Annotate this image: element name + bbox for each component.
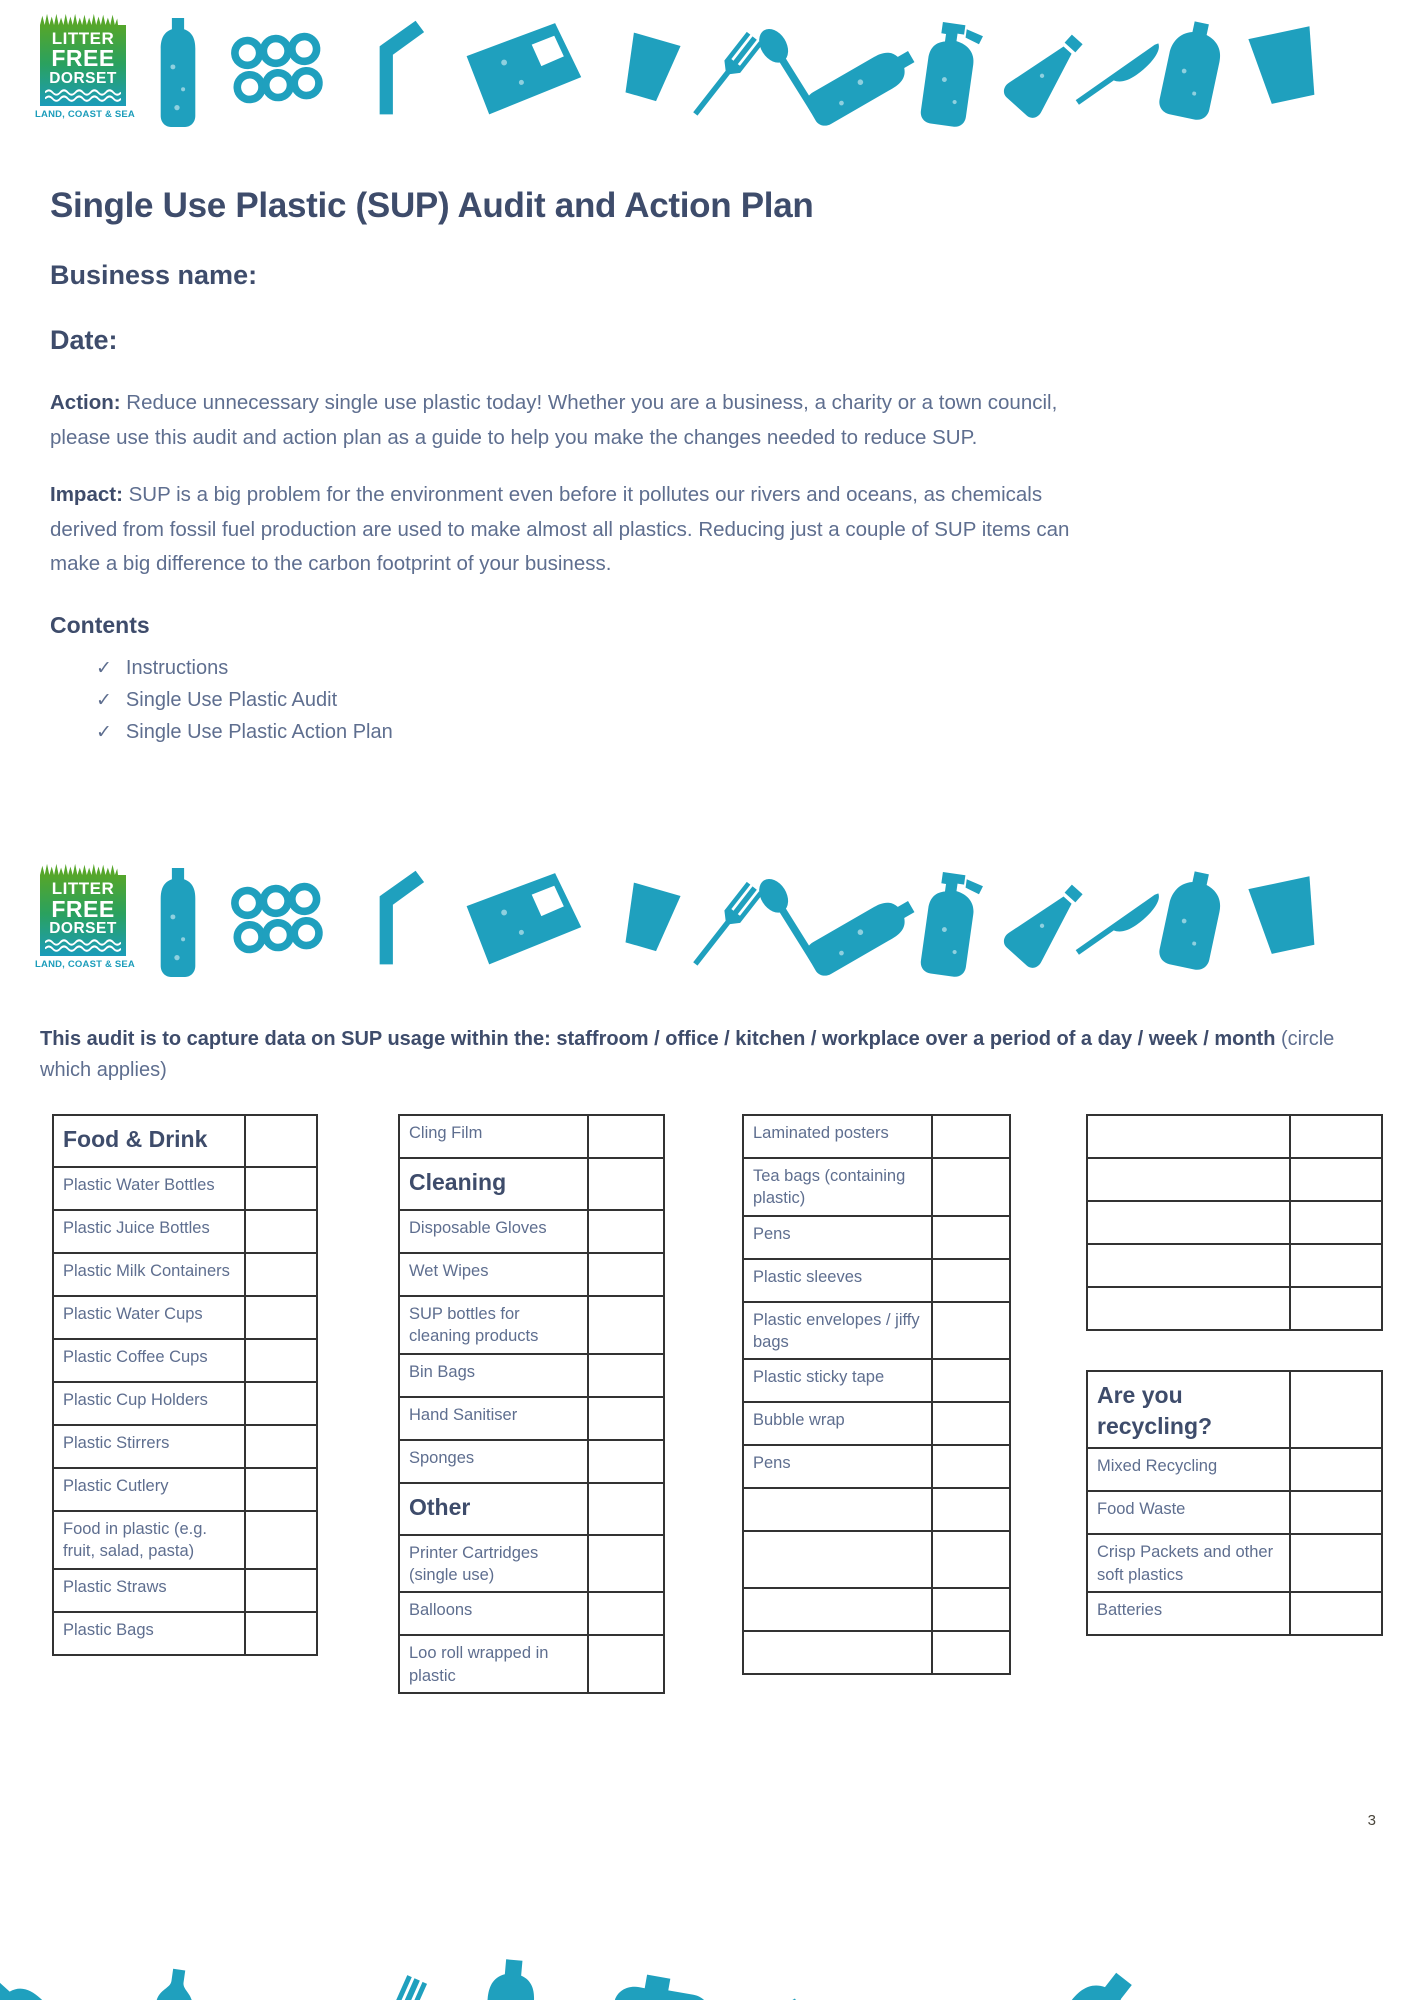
count-cell[interactable] (933, 1303, 1009, 1359)
item-label-cell: Tea bags (containing plastic) (744, 1159, 933, 1215)
plastic-cup-icon (621, 32, 677, 104)
bent-straw-icon (353, 866, 429, 970)
count-cell[interactable] (246, 1297, 316, 1338)
top-banner (0, 0, 1414, 144)
count-cell[interactable] (1291, 1116, 1381, 1157)
count-cell[interactable] (246, 1512, 316, 1568)
contents-item (96, 657, 1414, 680)
blank-label-cell[interactable] (1088, 1116, 1291, 1157)
table-row (742, 1159, 1011, 1217)
waves-icon (45, 89, 121, 103)
table-row (742, 1303, 1011, 1361)
count-cell[interactable] (1291, 1593, 1381, 1634)
detergent-bottle-icon (1163, 18, 1221, 120)
waves-icon (45, 939, 121, 953)
contents-item (96, 721, 1414, 744)
table-row (1086, 1159, 1383, 1202)
item-label-cell: Bubble wrap (744, 1403, 933, 1444)
table-row (52, 1469, 318, 1512)
item-label-cell: Plastic sleeves (744, 1260, 933, 1301)
middle-banner (0, 862, 1414, 994)
plastic-cup-icon (621, 882, 677, 954)
count-cell[interactable] (933, 1217, 1009, 1258)
middle-banner-icons (155, 862, 1321, 994)
table-row (52, 1168, 318, 1211)
action-text: Reduce unnecessary single use plastic today! Whether you are a business, a charity or a town council, please use this audit and action plan as a guide to help you make the changes needed to reduce SUP. (50, 391, 1058, 449)
table-row (398, 1355, 665, 1398)
table-row (1086, 1593, 1383, 1636)
plastic-bottle-icon (155, 16, 201, 128)
squeeze-tube-icon (778, 1993, 852, 2000)
count-cell[interactable] (589, 1636, 663, 1692)
item-label-cell: Plastic Stirrers (54, 1426, 246, 1467)
item-label-cell: Plastic sticky tape (744, 1360, 933, 1401)
food-drink-table (52, 1114, 318, 1656)
item-label-cell: Pens (744, 1446, 933, 1487)
logo-box (40, 25, 126, 106)
business-name-label: Business name: (50, 260, 258, 290)
action-label: Action: (50, 391, 121, 414)
contents-heading: Contents (50, 612, 150, 639)
item-label-cell: Wet Wipes (400, 1254, 589, 1295)
item-label-cell: Disposable Gloves (400, 1211, 589, 1252)
fork-icon (378, 1973, 414, 2000)
table-row (398, 1211, 665, 1254)
table-row (398, 1297, 665, 1355)
table-row (398, 1536, 665, 1594)
count-cell[interactable] (589, 1254, 663, 1295)
table-row (742, 1260, 1011, 1303)
count-cell[interactable] (246, 1570, 316, 1611)
blank-label-cell[interactable] (1088, 1245, 1291, 1286)
spoon-icon (773, 22, 807, 122)
impact-label: Impact: (50, 482, 123, 506)
bottom-banner (0, 1800, 1414, 2000)
count-cell[interactable] (589, 1593, 663, 1634)
count-cell[interactable] (589, 1116, 663, 1157)
count-cell[interactable] (933, 1532, 1009, 1587)
table-row (52, 1512, 318, 1570)
count-cell[interactable] (246, 1211, 316, 1252)
grass-icon (40, 12, 118, 25)
item-label-cell: Bin Bags (400, 1355, 589, 1396)
squeeze-tube-icon (1017, 26, 1077, 120)
item-label-cell: SUP bottles for cleaning products (400, 1297, 589, 1353)
table-row (742, 1217, 1011, 1260)
audit-intro (40, 1024, 1374, 1086)
item-label-cell: Plastic Coffee Cups (54, 1340, 246, 1381)
table-column-food-drink (52, 1114, 318, 1656)
table-header-row (398, 1484, 665, 1536)
contents-item-label: Instructions (125, 657, 229, 680)
table-row (52, 1570, 318, 1613)
item-label-cell: Food in plastic (e.g. fruit, salad, pasta) (54, 1512, 246, 1568)
audit-tables (0, 1114, 1414, 1694)
item-label-cell: Plastic envelopes / jiffy bags (744, 1303, 933, 1359)
plastic-bottle-icon (472, 1957, 544, 2000)
item-label-cell: Plastic Cutlery (54, 1469, 246, 1510)
blank-label-cell[interactable] (744, 1489, 933, 1530)
table-column-stationery (742, 1114, 1011, 1675)
item-label-cell: Cling Film (400, 1116, 589, 1157)
plastic-jug-icon (602, 1969, 720, 2000)
count-cell[interactable] (933, 1403, 1009, 1444)
litter-free-dorset-logo (35, 12, 135, 120)
date-label: Date: (50, 325, 118, 355)
table-row (52, 1613, 318, 1656)
stationery-table (742, 1114, 1011, 1675)
table-row (52, 1340, 318, 1383)
logo-tagline: LAND, COAST & SEA (35, 108, 135, 120)
blank-label-cell[interactable] (744, 1532, 933, 1587)
count-cell[interactable] (246, 1168, 316, 1209)
contents-list (96, 657, 1414, 744)
count-cell[interactable] (933, 1632, 1009, 1673)
item-label-cell: Food Waste (1088, 1492, 1291, 1533)
logo-word-litter: LITTER (51, 879, 115, 899)
audit-intro-bold: This audit is to capture data on SUP usage within the: staffroom / office / kitchen / workplace over a period of a day / week / month (40, 1028, 1276, 1051)
table-section-heading: Other (400, 1484, 589, 1534)
check-icon: ✓ (96, 658, 112, 680)
item-label-cell: Plastic Water Cups (54, 1297, 246, 1338)
table-section-heading: Food & Drink (54, 1116, 246, 1166)
logo-word-litter: LITTER (51, 29, 115, 48)
water-bottle-icon (837, 26, 887, 144)
table-row (742, 1532, 1011, 1589)
check-icon: ✓ (96, 722, 112, 744)
count-cell[interactable] (246, 1426, 316, 1467)
count-cell[interactable] (1291, 1288, 1381, 1329)
table-row (1086, 1116, 1383, 1159)
item-label-cell: Plastic Milk Containers (54, 1254, 246, 1295)
contents-item (96, 689, 1414, 712)
table-row (52, 1426, 318, 1469)
table-column-cleaning-other (398, 1114, 665, 1694)
page-title: Single Use Plastic (SUP) Audit and Action Plan (50, 186, 814, 225)
contents-item-label: Single Use Plastic Action Plan (125, 721, 393, 744)
fork-icon (707, 876, 743, 976)
check-icon: ✓ (96, 690, 112, 712)
table-row (398, 1116, 665, 1159)
count-cell[interactable] (1291, 1159, 1381, 1200)
knife-icon (1107, 874, 1133, 978)
action-paragraph (50, 386, 1080, 456)
count-cell[interactable] (589, 1536, 663, 1592)
count-cell[interactable] (246, 1254, 316, 1295)
table-header-row (1086, 1372, 1383, 1449)
table-row (742, 1632, 1011, 1675)
table-header-row (398, 1159, 665, 1211)
table-gap (1086, 1331, 1383, 1370)
table-row (1086, 1245, 1383, 1288)
blank-label-cell[interactable] (1088, 1202, 1291, 1243)
count-cell[interactable] (1291, 1245, 1381, 1286)
item-label-cell: Crisp Packets and other soft plastics (1088, 1535, 1291, 1591)
item-label-cell: Loo roll wrapped in plastic (400, 1636, 589, 1692)
blank-label-cell[interactable] (1088, 1159, 1291, 1200)
count-cell[interactable] (933, 1360, 1009, 1401)
count-cell[interactable] (933, 1489, 1009, 1530)
table-row (52, 1211, 318, 1254)
plastic-bottle-icon (1024, 1957, 1116, 2000)
table-section-heading: Are you recycling? (1088, 1372, 1291, 1447)
logo-box (40, 875, 126, 956)
table-row (1086, 1449, 1383, 1492)
plastic-tub-icon (1251, 28, 1321, 104)
water-bottle-icon (837, 876, 887, 994)
item-label-cell: Hand Sanitiser (400, 1398, 589, 1439)
table-row (742, 1589, 1011, 1632)
logo-tagline: LAND, COAST & SEA (35, 958, 135, 970)
count-cell[interactable] (933, 1589, 1009, 1630)
table-row (742, 1403, 1011, 1446)
count-cell[interactable] (589, 1398, 663, 1439)
grass-icon (40, 862, 118, 875)
six-pack-rings-icon (231, 880, 323, 958)
count-cell[interactable] (246, 1116, 316, 1166)
impact-text: SUP is a big problem for the environment even before it pollutes our rivers and oceans, as chemicals derived from fossil fuel production are used to make almost all plastics. Reducing just a couple of SUP items can make a big difference to the carbon footprint of your business. (50, 482, 1070, 576)
item-label-cell: Plastic Straws (54, 1570, 246, 1611)
count-cell[interactable] (1291, 1492, 1381, 1533)
recycling-table (1086, 1370, 1383, 1636)
table-column-extra-recycling (1086, 1114, 1383, 1636)
count-cell[interactable] (589, 1211, 663, 1252)
bent-straw-icon (353, 16, 429, 120)
count-cell[interactable] (246, 1469, 316, 1510)
table-row (398, 1593, 665, 1636)
count-cell[interactable] (1291, 1372, 1381, 1447)
contents-item-label: Single Use Plastic Audit (125, 689, 338, 712)
table-row (742, 1489, 1011, 1532)
count-cell[interactable] (1291, 1535, 1381, 1591)
count-cell[interactable] (933, 1159, 1009, 1215)
page-number: 3 (1367, 1812, 1376, 1829)
spoon-icon (773, 872, 807, 972)
logo-word-dorset: DORSET (49, 69, 117, 87)
blank-label-cell[interactable] (744, 1632, 933, 1673)
table-row (742, 1446, 1011, 1489)
count-cell[interactable] (1291, 1449, 1381, 1490)
count-cell[interactable] (589, 1355, 663, 1396)
spray-bottle-icon (917, 870, 987, 976)
table-row (398, 1441, 665, 1484)
squeeze-tube-icon (1017, 876, 1077, 970)
count-cell[interactable] (933, 1260, 1009, 1301)
table-row (1086, 1202, 1383, 1245)
count-cell[interactable] (589, 1159, 663, 1209)
cleaning-other-table (398, 1114, 665, 1694)
item-label-cell: Pens (744, 1217, 933, 1258)
item-label-cell: Sponges (400, 1441, 589, 1482)
count-cell[interactable] (589, 1297, 663, 1353)
item-label-cell: Plastic Water Bottles (54, 1168, 246, 1209)
item-label-cell: Mixed Recycling (1088, 1449, 1291, 1490)
six-pack-rings-icon (231, 30, 323, 108)
item-label-cell: Plastic Juice Bottles (54, 1211, 246, 1252)
audit-intro-note: (circle which applies) (40, 1028, 1335, 1082)
table-row (52, 1383, 318, 1426)
plastic-bag-icon (459, 22, 591, 114)
plastic-bottle-icon (16, 1960, 80, 2000)
count-cell[interactable] (933, 1116, 1009, 1157)
table-header-row (52, 1116, 318, 1168)
table-row (398, 1254, 665, 1297)
logo-word-dorset: DORSET (49, 920, 117, 937)
count-cell[interactable] (589, 1441, 663, 1482)
spray-bottle-icon (917, 20, 987, 126)
table-section-heading: Cleaning (400, 1159, 589, 1209)
table-row (52, 1254, 318, 1297)
item-label-cell: Laminated posters (744, 1116, 933, 1157)
extra-blank-table (1086, 1114, 1383, 1331)
knife-icon (1107, 24, 1133, 128)
blank-label-cell[interactable] (744, 1589, 933, 1630)
table-row (1086, 1492, 1383, 1535)
table-row (742, 1116, 1011, 1159)
blank-label-cell[interactable] (1088, 1288, 1291, 1329)
logo-word-free: FREE (51, 45, 115, 72)
item-label-cell: Plastic Bags (54, 1613, 246, 1654)
fork-icon (707, 26, 743, 126)
sauce-bottle-icon (138, 1967, 204, 2000)
count-cell[interactable] (1291, 1202, 1381, 1243)
logo-word-free: FREE (51, 895, 115, 922)
impact-paragraph (50, 478, 1080, 583)
table-row (1086, 1288, 1383, 1331)
table-row (398, 1636, 665, 1694)
detergent-bottle-icon (1163, 868, 1221, 970)
litter-free-dorset-logo (35, 862, 135, 970)
count-cell[interactable] (246, 1383, 316, 1424)
top-banner-icons (155, 12, 1321, 144)
plastic-tub-icon (1251, 878, 1321, 954)
plastic-bottle-icon (155, 866, 201, 978)
table-row (742, 1360, 1011, 1403)
count-cell[interactable] (246, 1340, 316, 1381)
table-row (398, 1398, 665, 1441)
count-cell[interactable] (246, 1613, 316, 1654)
item-label-cell: Printer Cartridges (single use) (400, 1536, 589, 1592)
table-row (1086, 1535, 1383, 1593)
plastic-bag-icon (459, 872, 591, 964)
item-label-cell: Plastic Cup Holders (54, 1383, 246, 1424)
count-cell[interactable] (933, 1446, 1009, 1487)
count-cell[interactable] (589, 1484, 663, 1534)
item-label-cell: Balloons (400, 1593, 589, 1634)
table-row (52, 1297, 318, 1340)
item-label-cell: Batteries (1088, 1593, 1291, 1634)
